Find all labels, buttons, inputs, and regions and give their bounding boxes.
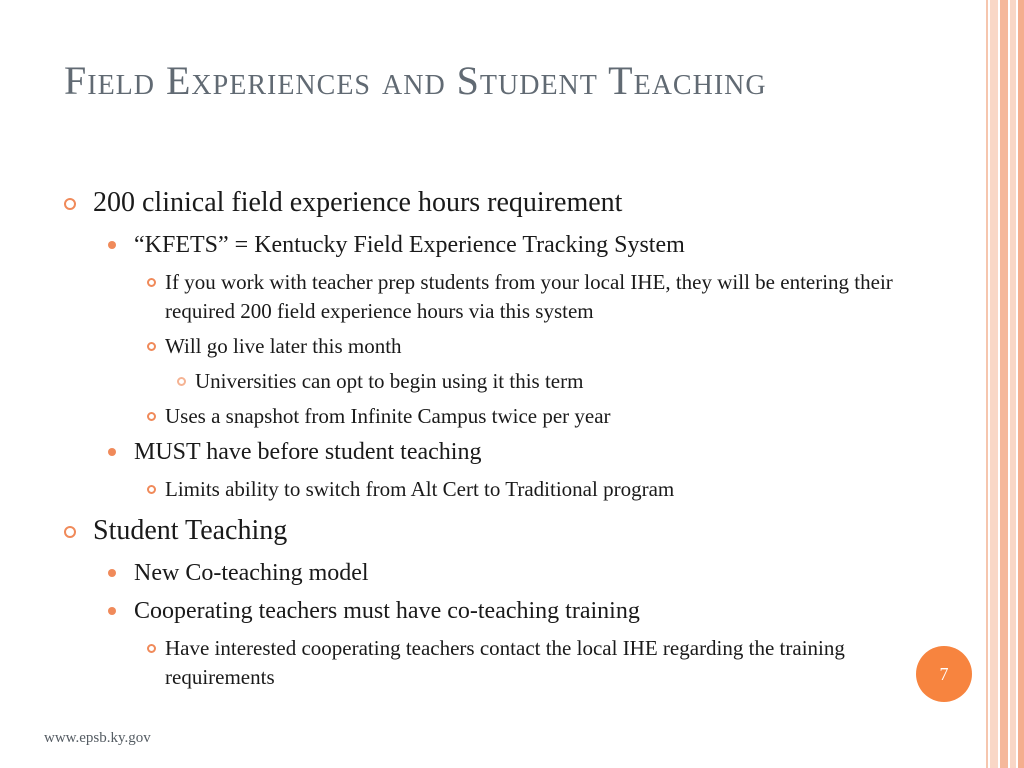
list-item-text: 200 clinical field experience hours requirement: [93, 187, 623, 218]
list-item: [146, 475, 894, 504]
list-item-text: New Co-teaching model: [134, 560, 369, 586]
list-item: [146, 402, 894, 431]
list-item-text: MUST have before student teaching: [134, 439, 482, 465]
ring-bullet-icon: [147, 644, 156, 653]
dot-bullet-icon: [108, 448, 116, 456]
dot-bullet-icon: [108, 607, 116, 615]
dot-bullet-icon: [108, 241, 116, 249]
list-item: [106, 230, 894, 260]
list-item: [64, 186, 894, 220]
list-item-text: Will go live later this month: [165, 334, 402, 358]
ring-bullet-icon: [147, 342, 156, 351]
stripe: [990, 0, 998, 768]
list-item: [64, 514, 894, 548]
list-item-text: Have interested cooperating teachers contact the local IHE regarding the training requirements: [165, 636, 845, 689]
list-item: [106, 437, 894, 467]
ring-bullet-icon: [147, 412, 156, 421]
stripe: [986, 0, 988, 768]
list-item-text: Uses a snapshot from Infinite Campus twice per year: [165, 404, 611, 428]
list-item-text: Student Teaching: [93, 515, 288, 546]
list-item-text: Limits ability to switch from Alt Cert to Traditional program: [165, 477, 675, 501]
decorative-stripes: [980, 0, 1024, 768]
list-item-text: If you work with teacher prep students from your local IHE, they will be entering their required 200 field experience hours via this system: [165, 270, 893, 323]
list-item-text: “KFETS” = Kentucky Field Experience Tracking System: [134, 232, 685, 258]
footer-url: www.epsb.ky.gov: [44, 730, 151, 746]
stripe: [1018, 0, 1024, 768]
stripe: [1010, 0, 1016, 768]
ring-bullet-icon: [147, 278, 156, 287]
list-item-text: Universities can opt to begin using it this term: [195, 369, 584, 393]
page-number-badge: 7: [916, 646, 972, 702]
list-item-text: Cooperating teachers must have co-teaching training: [134, 598, 640, 624]
list-item: [146, 268, 894, 326]
list-item: [106, 558, 894, 588]
list-item: [106, 596, 894, 626]
ring-bullet-icon: [64, 198, 76, 210]
list-item: [146, 634, 894, 692]
dot-bullet-icon: [108, 569, 116, 577]
ring-bullet-icon: [64, 526, 76, 538]
slide-title: Field Experiences and Student Teaching: [64, 58, 767, 103]
list-item: [176, 367, 894, 396]
stripe: [1000, 0, 1008, 768]
list-item: [146, 332, 894, 361]
ring-bullet-icon: [147, 485, 156, 494]
bullet-list: [64, 186, 894, 698]
ring-bullet-icon: [177, 377, 186, 386]
